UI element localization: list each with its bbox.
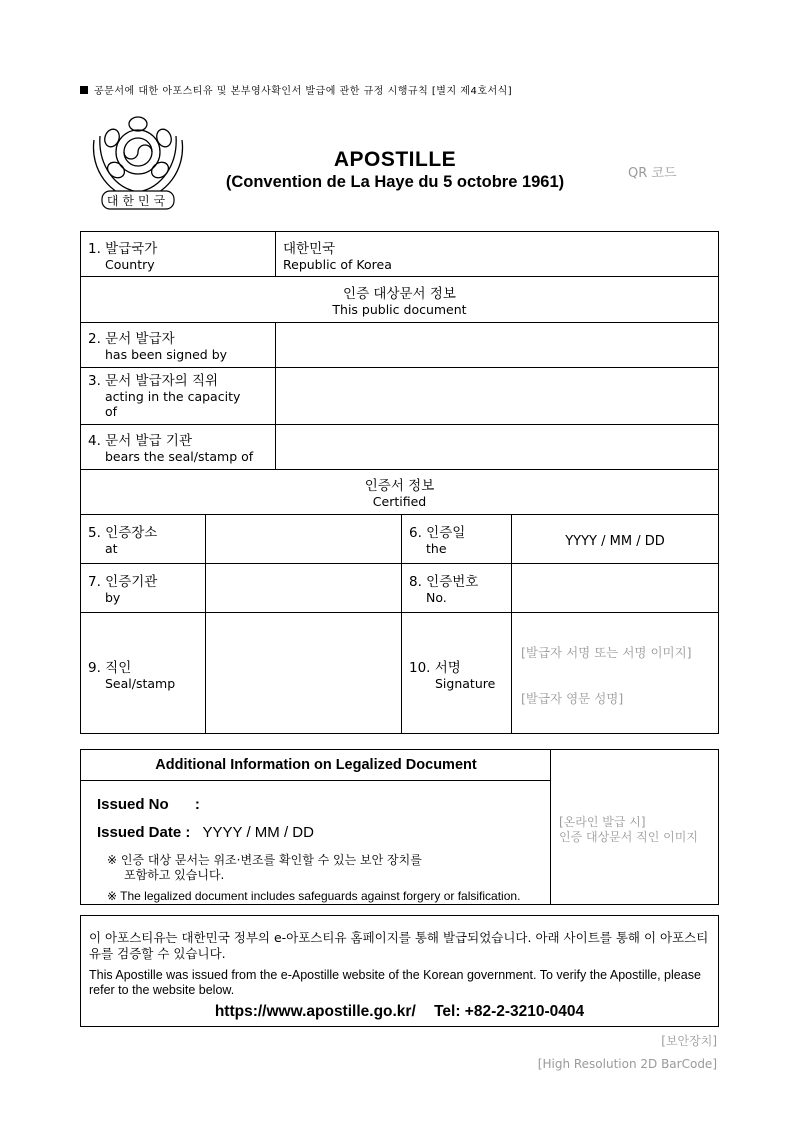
place-label <box>88 526 157 556</box>
place-label-ko: 5. 인증장소 <box>88 525 158 541</box>
capacity-label <box>88 374 240 419</box>
number-label-ko: 8. 인증번호 <box>409 574 479 590</box>
section-public-document <box>81 287 718 317</box>
signed-by-value[interactable] <box>283 332 713 362</box>
square-bullet-icon <box>80 86 88 94</box>
convention-subtitle: (Convention de La Haye du 5 octobre 1961) <box>225 173 565 191</box>
date-label <box>409 526 465 556</box>
seal-value[interactable] <box>283 434 713 464</box>
online-issue-note: [온라인 발급 시] <box>559 815 646 829</box>
signature-label <box>409 661 495 691</box>
issued-no-colon: : <box>194 796 200 813</box>
capacity-label-en-line1: acting in the capacity <box>105 389 241 404</box>
issued-date-row <box>97 824 314 841</box>
security-note-ko-line1: ※ 인증 대상 문서는 위조·변조를 확인할 수 있는 보안 장치를 <box>107 853 422 867</box>
security-device-placeholder: [보안장치] <box>661 1034 717 1048</box>
section-public-document-ko: 인증 대상문서 정보 <box>343 286 456 302</box>
additional-info-title: Additional Information on Legalized Document <box>81 750 551 781</box>
country-value-en: Republic of Korea <box>283 257 392 272</box>
stamp-label-en: Seal/stamp <box>105 676 176 691</box>
authority-label <box>88 575 157 605</box>
security-note-en-text: ※ The legalized document includes safeguards against forgery or falsification. <box>107 889 521 903</box>
seal-image-note: 인증 대상문서 직인 이미지 <box>559 830 698 844</box>
document-title <box>200 148 590 192</box>
seal-label-ko: 4. 문서 발급 기관 <box>88 433 192 449</box>
number-value[interactable] <box>519 575 709 605</box>
date-label-en: the <box>426 541 447 556</box>
country-label-ko: 1. 발급국가 <box>88 241 158 257</box>
issued-no-row <box>97 796 200 813</box>
issued-date-value: YYYY / MM / DD <box>202 824 314 841</box>
security-note-ko <box>107 853 422 883</box>
capacity-label-ko: 3. 문서 발급자의 직위 <box>88 373 219 389</box>
number-label-en: No. <box>426 590 447 605</box>
signed-by-label <box>88 332 227 362</box>
contact-phone: Tel: +82-2-3210-0404 <box>434 1003 585 1020</box>
number-label <box>409 575 478 605</box>
place-label-en: at <box>105 541 118 556</box>
contact-line <box>89 1004 710 1020</box>
date-value[interactable]: YYYY / MM / DD <box>565 534 665 549</box>
authority-label-en: by <box>105 590 121 605</box>
issued-no-label: Issued No <box>97 796 169 813</box>
apostille-form-table <box>80 231 719 734</box>
signature-image-placeholder[interactable]: [발급자 서명 또는 서명 이미지] <box>521 645 692 660</box>
section-certified-en: Certified <box>372 494 427 509</box>
seal-label <box>88 434 253 464</box>
form-reference-note <box>80 82 512 97</box>
verification-info-box <box>80 915 719 1027</box>
stamp-value[interactable] <box>213 624 393 724</box>
capacity-label-en-line2: of <box>105 404 118 419</box>
signed-by-label-en: has been signed by <box>105 347 228 362</box>
qr-code-placeholder: QR 코드 <box>628 166 677 181</box>
country-label-en: Country <box>105 257 155 272</box>
apostille-title: APOSTILLE <box>333 148 457 171</box>
emblem-text: 대한민국 <box>106 194 170 208</box>
signature-label-ko: 10. 서명 <box>409 660 461 676</box>
signature-label-en: Signature <box>435 676 496 691</box>
verification-text-ko: 이 아포스티유는 대한민국 정부의 e-아포스티유 홈페이지를 통해 발급되었습니다. 아래 사이트를 통해 이 아포스티유를 검증할 수 있습니다. <box>89 930 709 961</box>
stamp-label <box>88 661 175 691</box>
country-value <box>283 242 392 272</box>
additional-info-box <box>80 749 719 905</box>
section-public-document-en: This public document <box>332 302 467 317</box>
capacity-value[interactable] <box>283 374 713 418</box>
national-emblem <box>80 100 196 216</box>
seal-label-en: bears the seal/stamp of <box>105 449 254 464</box>
barcode-placeholder: [High Resolution 2D BarCode] <box>537 1057 717 1071</box>
section-certified-ko: 인증서 정보 <box>364 478 435 494</box>
verification-text-en: This Apostille was issued from the e-Apostille website of the Korean government. To verify the Apostille, please refer to the website below. <box>89 968 701 997</box>
signer-name-placeholder[interactable]: [발급자 영문 성명] <box>521 691 624 706</box>
country-label <box>88 242 157 272</box>
security-note-ko-line2: 포함하고 있습니다. <box>124 868 225 882</box>
section-certified <box>81 479 718 509</box>
form-reference-text: 공문서에 대한 아포스티유 및 본부영사확인서 발급에 관한 규정 시행규칙 [별지 제4호서식] <box>94 86 513 97</box>
country-value-ko: 대한민국 <box>283 241 336 257</box>
place-value[interactable] <box>213 526 393 556</box>
stamp-label-ko: 9. 직인 <box>88 660 132 676</box>
date-label-ko: 6. 인증일 <box>409 525 466 541</box>
authority-value[interactable] <box>213 575 393 605</box>
signed-by-label-ko: 2. 문서 발급자 <box>88 331 175 347</box>
apostille-website-link[interactable]: https://www.apostille.go.kr/ <box>214 1003 416 1020</box>
authority-label-ko: 7. 인증기관 <box>88 574 158 590</box>
security-note-en <box>107 889 520 904</box>
document-seal-image-placeholder <box>559 815 698 845</box>
korea-emblem-icon <box>80 100 196 216</box>
issued-date-label: Issued Date : <box>97 824 191 841</box>
